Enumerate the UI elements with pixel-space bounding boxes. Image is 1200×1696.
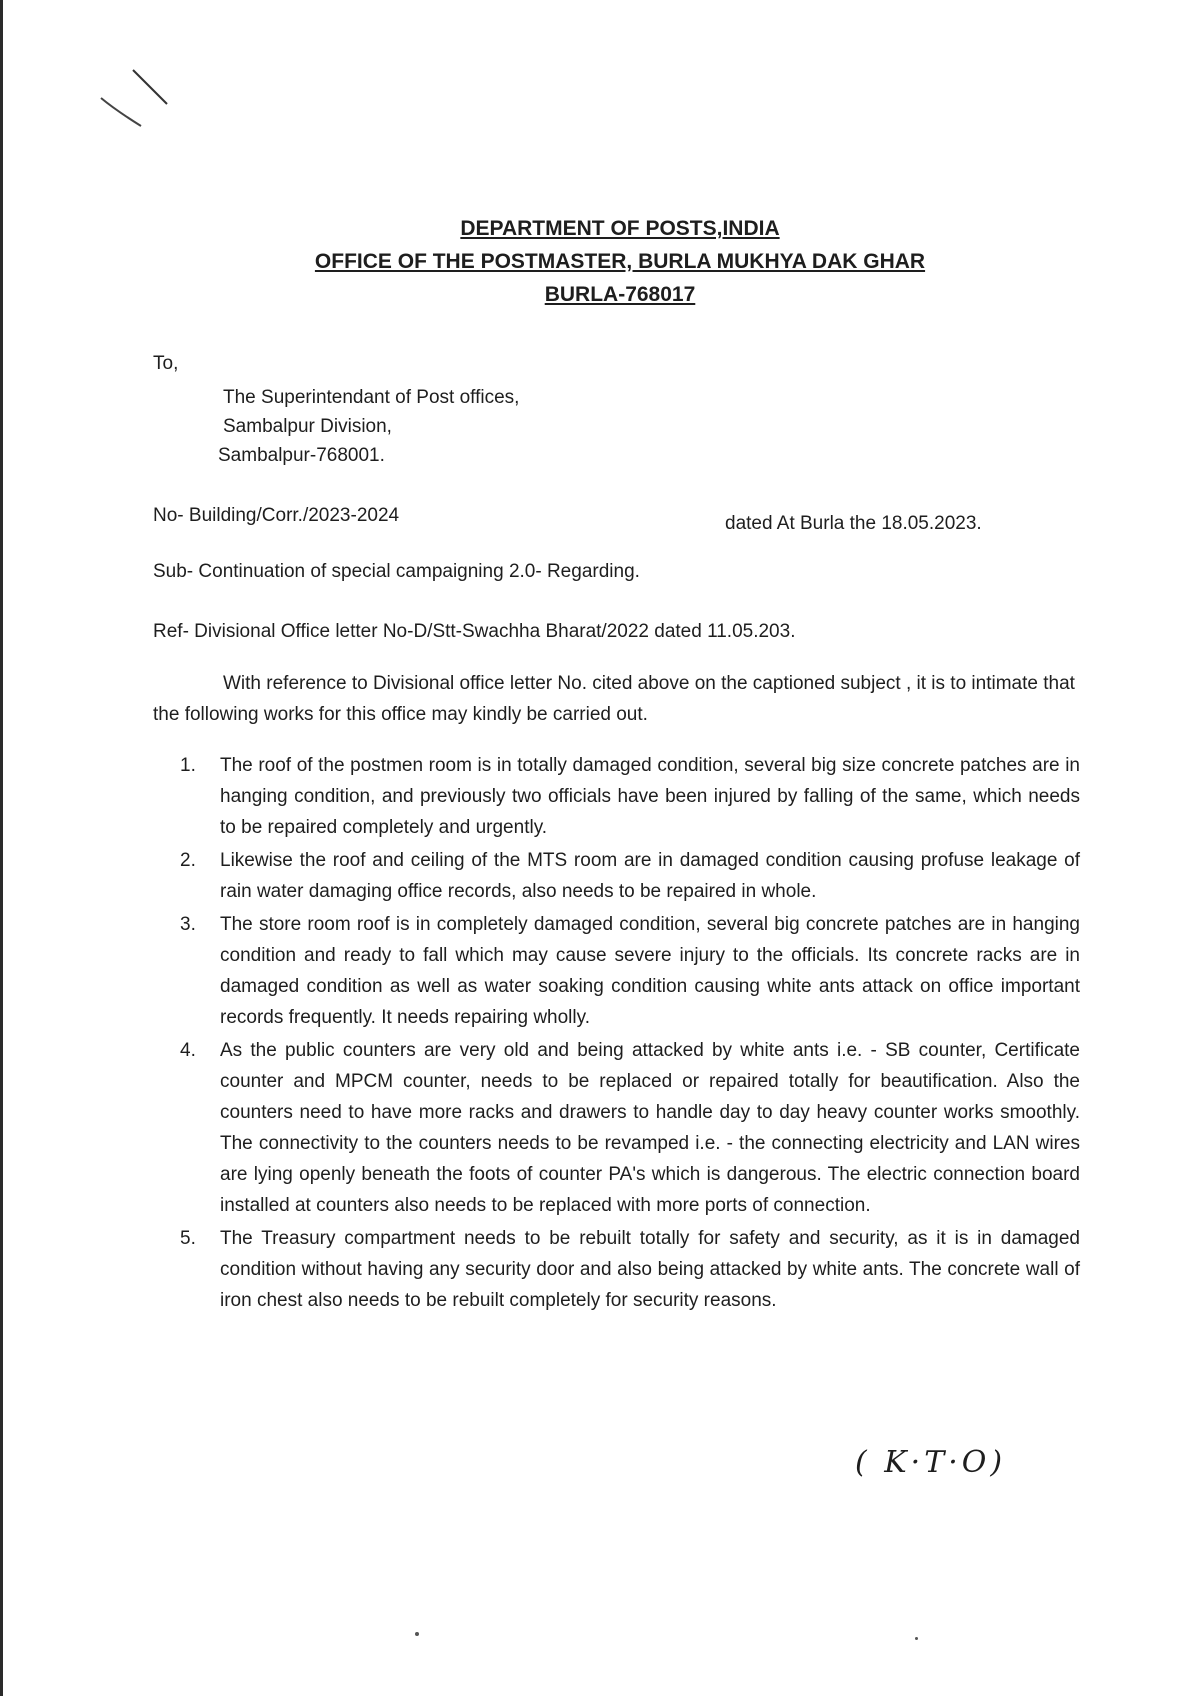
works-list [180,750,1080,1318]
item-text: As the public counters are very old and being attacked by white ants i.e. - SB counter, Certificate counter and MPCM counter, needs to be replaced or repaired totally for beautification. Also the counters need to have more racks and drawers to handle day to day heavy counter works smoothly. The connectivity to the counters needs to be revamped i.e. - the connecting electricity and LAN wires are lying openly beneath the foots of counter PA's which is dangerous. The electric connection board installed at counters also needs to be replaced with more ports of connection. [220,1040,1080,1216]
salutation-to: To, [153,353,179,374]
list-item [180,1223,1080,1316]
please-turn-over-note: ( K·T·O) [855,1445,1007,1480]
list-item [180,909,1080,1033]
list-item [180,1035,1080,1221]
scan-speck [415,1632,419,1636]
addressee-line-2: Sambalpur Division, [223,416,392,437]
scan-edge [0,0,3,1696]
list-item [180,750,1080,843]
addressee-line-1: The Superintendant of Post offices, [223,387,520,408]
item-text: The roof of the postmen room is in totally damaged condition, several big size concrete patches are in hanging condition, and previously two officials have been injured by falling of the same, which needs to be repaired completely and urgently. [220,755,1080,838]
list-item [180,845,1080,907]
reference-number: No- Building/Corr./2023-2024 [153,505,400,526]
intro-paragraph [153,668,1083,730]
item-text: Likewise the roof and ceiling of the MTS room are in damaged condition causing profuse leakage of rain water damaging office records, also needs to be repaired in whole. [220,850,1080,902]
reference-line: Ref- Divisional Office letter No-D/Stt-Swachha Bharat/2022 dated 11.05.203. [153,621,796,642]
letterhead-pincode: BURLA-768017 [544,283,696,306]
letterhead-department: DEPARTMENT OF POSTS,INDIA [460,217,780,240]
item-number: 3. [180,914,196,935]
scan-speck [915,1637,918,1640]
subject-line: Sub- Continuation of special campaigning 2.0- Regarding. [153,561,640,582]
item-number: 1. [180,755,196,776]
item-text: The Treasury compartment needs to be rebuilt totally for safety and security, as it is in damaged condition without having any security door and also being attacked by white ants. The concrete wall of iron chest also needs to be rebuilt completely for security reasons. [220,1228,1080,1311]
letterhead-office: OFFICE OF THE POSTMASTER, BURLA MUKHYA DAK GHAR [314,250,926,273]
intro-text: With reference to Divisional office letter No. cited above on the captioned subject , it is to intimate that the following works for this office may kindly be carried out. [153,673,1075,725]
pen-marks [95,60,185,145]
item-number: 4. [180,1040,196,1061]
letter-date: dated At Burla the 18.05.2023. [725,513,982,534]
item-text: The store room roof is in completely damaged condition, several big concrete patches are in hanging condition and ready to fall which may cause severe injury to the officials. Its concrete racks are in damaged condition as well as water soaking condition causing white ants attack on office important records frequently. It needs repairing wholly. [220,914,1080,1028]
letterhead [250,212,990,311]
item-number: 5. [180,1228,196,1249]
addressee-line-3: Sambalpur-768001. [218,445,385,466]
item-number: 2. [180,850,196,871]
